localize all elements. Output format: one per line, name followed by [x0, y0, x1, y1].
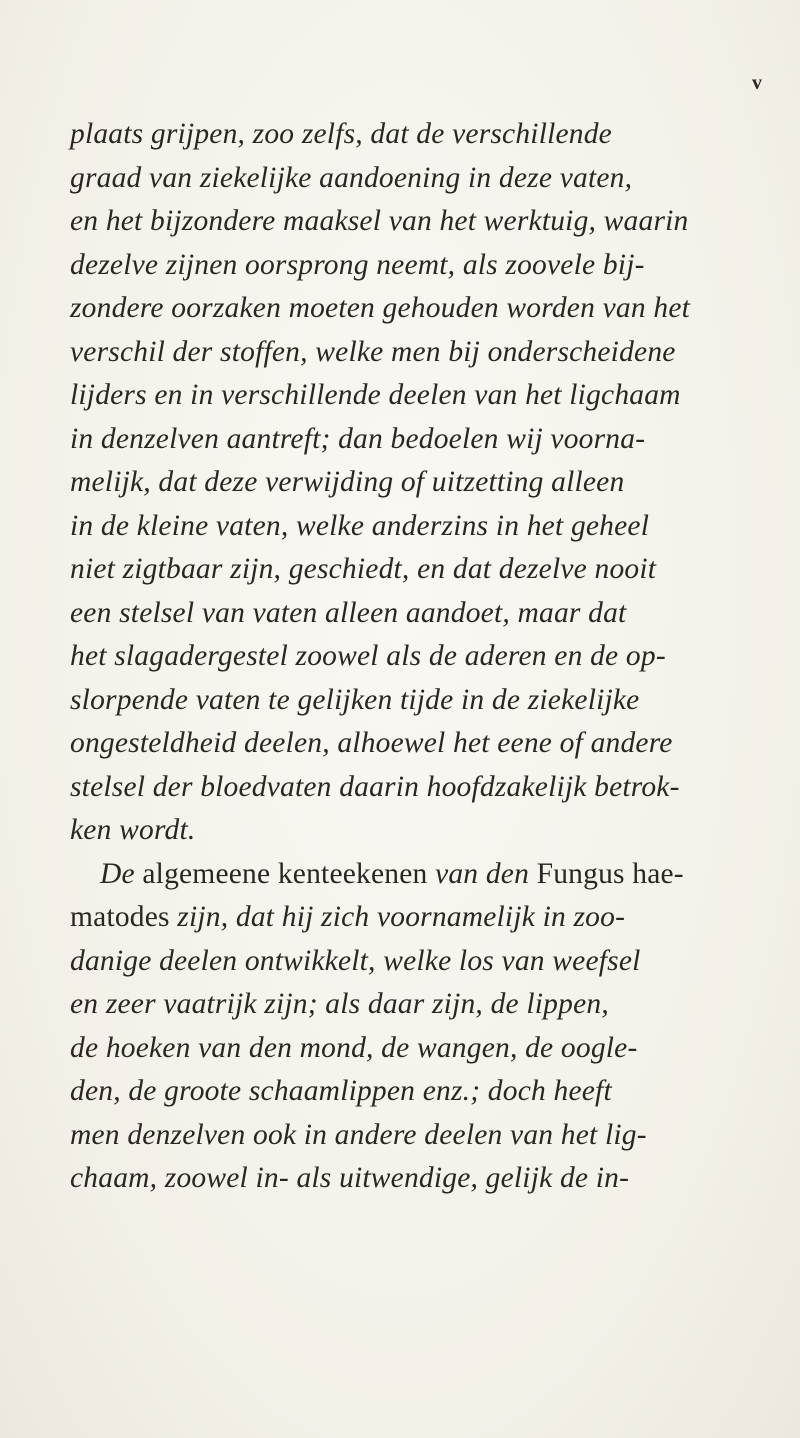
text-span: en zeer vaatrijk zijn; als daar zijn, de lippen, — [70, 988, 609, 1020]
text-span: plaats grijpen, zoo zelfs, dat de verschillende — [70, 118, 612, 150]
text-span: van den — [435, 857, 537, 890]
text-span: matodes — [70, 901, 178, 933]
text-line — [70, 199, 770, 243]
text-span: lijders en in verschillende deelen van het ligchaam — [70, 379, 681, 411]
text-line — [70, 591, 770, 635]
text-span: graad van ziekelijke aandoening in deze vaten, — [70, 161, 633, 194]
text-span: zondere oorzaken moeten gehouden worden van het — [70, 292, 691, 324]
text-span: De — [100, 857, 143, 890]
signature-mark: v — [752, 72, 763, 94]
text-line — [70, 808, 770, 852]
text-line-paragraph-start — [70, 852, 770, 896]
text-span: ken wordt. — [70, 814, 196, 846]
text-line — [70, 286, 770, 330]
text-line — [70, 156, 770, 200]
body-text — [70, 112, 770, 1200]
text-line — [70, 1113, 770, 1157]
text-span: den, de groote schaamlippen enz.; doch heeft — [70, 1075, 612, 1107]
text-line — [70, 1156, 770, 1200]
text-span: slorpende vaten te gelijken tijde in de ziekelijke — [70, 683, 640, 716]
text-span: zijn, dat hij zich voornamelijk in zoo- — [177, 901, 626, 933]
text-line — [70, 1069, 770, 1113]
text-span: danige deelen ontwikkelt, welke los van weefsel — [70, 944, 641, 977]
text-line — [70, 765, 770, 809]
text-span: algemeene kenteekenen — [142, 857, 436, 890]
text-line — [70, 460, 770, 504]
text-line — [70, 678, 770, 722]
text-line — [70, 417, 770, 461]
text-line — [70, 112, 770, 156]
text-span: in denzelven aantreft; dan bedoelen wij voorna- — [70, 422, 646, 455]
text-span: niet zigtbaar zijn, geschiedt, en dat dezelve nooit — [70, 553, 657, 585]
text-line — [70, 939, 770, 983]
text-line — [70, 634, 770, 678]
text-span: chaam, zoowel in- als uitwendige, gelijk de in- — [70, 1162, 630, 1194]
text-span: ongesteldheid deelen, alhoewel het eene of andere — [70, 727, 673, 759]
text-line — [70, 504, 770, 548]
text-line — [70, 243, 770, 287]
text-span: het slagadergestel zoowel als de aderen en de op- — [70, 640, 666, 672]
text-span: stelsel der bloedvaten daarin hoofdzakelijk betrok- — [70, 770, 680, 803]
text-line — [70, 373, 770, 417]
text-span: melijk, dat deze verwijding of uitzetting alleen — [70, 466, 625, 498]
text-span: Fungus hae- — [536, 857, 684, 890]
text-line — [70, 1026, 770, 1070]
text-span: dezelve zijnen oorsprong neemt, als zoovele bij- — [70, 248, 645, 281]
text-span: in de kleine vaten, welke anderzins in het geheel — [70, 509, 650, 542]
text-span: en het bijzondere maaksel van het werktuig, waarin — [70, 205, 689, 237]
text-line — [70, 547, 770, 591]
text-line — [70, 330, 770, 374]
text-span: de hoeken van den mond, de wangen, de oogle- — [70, 1031, 638, 1064]
text-line — [70, 895, 770, 939]
text-span: verschil der stoffen, welke men bij onderscheidene — [70, 335, 676, 368]
text-span: een stelsel van vaten alleen aandoet, maar dat — [70, 596, 627, 629]
text-line — [70, 721, 770, 765]
text-span: men denzelven ook in andere deelen van het lig- — [70, 1118, 647, 1151]
text-line — [70, 982, 770, 1026]
